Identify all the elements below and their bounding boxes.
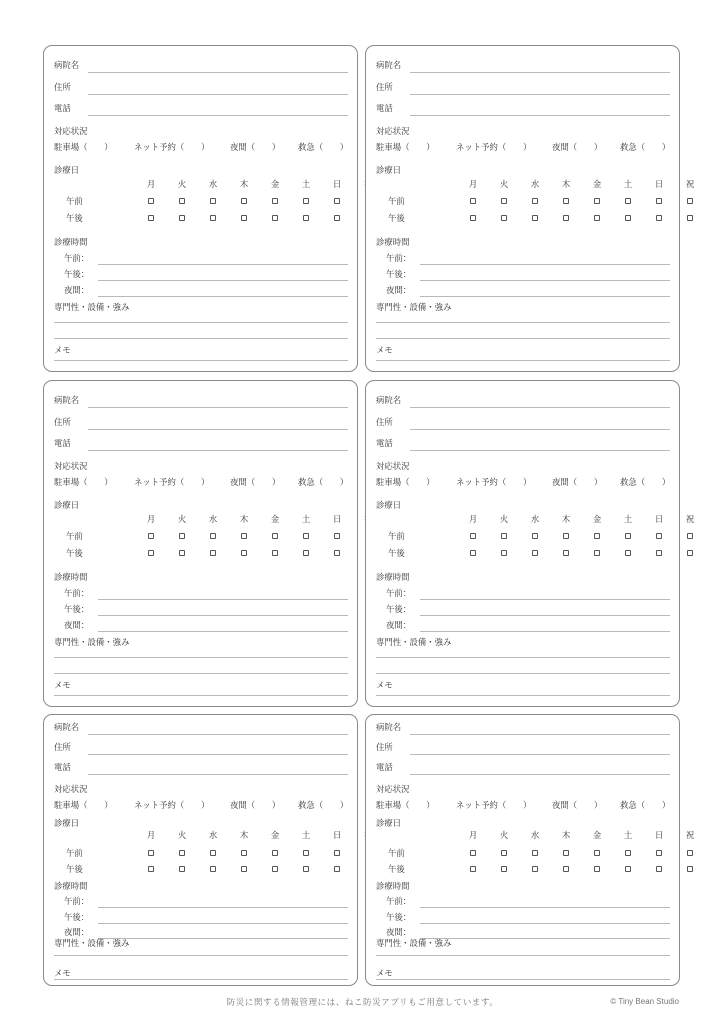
checkbox-pm-7[interactable] [334, 215, 340, 221]
hours-pm-label: 午後： [386, 604, 412, 614]
parking-option: 駐車場（ ） [54, 477, 113, 487]
address-line[interactable] [88, 429, 348, 430]
checkbox-pm-3[interactable] [532, 550, 538, 556]
night-option: 夜間（ ） [552, 477, 603, 487]
checkbox-pm-3[interactable] [210, 550, 216, 556]
hospital-name-label: 病院名 [376, 395, 402, 405]
hours-am-line[interactable] [98, 907, 348, 908]
hospital-name-line[interactable] [410, 72, 670, 73]
day-header-5: 金 [592, 830, 602, 840]
specialty-line-2[interactable] [54, 338, 348, 339]
hours-am-label: 午前： [386, 896, 412, 906]
pm-row-label: 午後 [388, 213, 405, 223]
checkbox-am-3[interactable] [532, 850, 538, 856]
checkbox-am-1[interactable] [148, 850, 154, 856]
clinic-hours-label: 診療時間 [376, 237, 410, 247]
checkbox-pm-4[interactable] [563, 550, 569, 556]
hospital-name-label: 病院名 [54, 722, 80, 732]
hours-night-line[interactable] [420, 631, 670, 632]
checkbox-am-5[interactable] [594, 533, 600, 539]
phone-line[interactable] [88, 115, 348, 116]
address-label: 住所 [376, 82, 393, 92]
day-header-4: 木 [561, 830, 571, 840]
checkbox-pm-6[interactable] [625, 866, 631, 872]
clinic-card-5 [43, 714, 358, 986]
day-header-3: 水 [530, 179, 540, 189]
checkbox-pm-2[interactable] [179, 866, 185, 872]
day-header-1: 月 [146, 830, 156, 840]
checkbox-am-3[interactable] [210, 198, 216, 204]
hospital-name-line[interactable] [88, 72, 348, 73]
hours-night-label: 夜間： [386, 927, 412, 937]
checkbox-pm-6[interactable] [303, 550, 309, 556]
day-header-4: 木 [239, 179, 249, 189]
emergency-option: 救急（ ） [620, 477, 671, 487]
clinic-card-4 [365, 380, 695, 707]
hospital-name-line[interactable] [88, 734, 348, 735]
phone-line[interactable] [410, 450, 670, 451]
checkbox-am-7[interactable] [334, 850, 340, 856]
specialty-label: 専門性・設備・強み [54, 938, 130, 948]
night-option: 夜間（ ） [230, 142, 281, 152]
checkbox-am-3[interactable] [532, 198, 538, 204]
specialty-line-2[interactable] [376, 338, 670, 339]
address-line[interactable] [88, 754, 348, 755]
support-status-label: 対応状況 [54, 784, 88, 794]
hours-night-label: 夜間： [64, 927, 90, 937]
day-header-5: 金 [270, 830, 280, 840]
hours-am-label: 午前： [64, 588, 90, 598]
day-header-3: 水 [530, 514, 540, 524]
specialty-line[interactable] [54, 955, 348, 956]
checkbox-pm-1[interactable] [148, 215, 154, 221]
day-header-6: 土 [301, 830, 311, 840]
support-status-label: 対応状況 [54, 461, 88, 471]
clinic-hours-label: 診療時間 [376, 881, 410, 891]
hours-night-line[interactable] [420, 296, 670, 297]
checkbox-pm-5[interactable] [594, 215, 600, 221]
hours-am-line[interactable] [420, 264, 670, 265]
clinic-days-label: 診療日 [376, 500, 402, 510]
online-booking-option: ネット予約（ ） [456, 477, 532, 487]
hours-pm-line[interactable] [420, 280, 670, 281]
online-booking-option: ネット予約（ ） [456, 800, 532, 810]
am-row-label: 午前 [66, 196, 83, 206]
checkbox-pm-4[interactable] [241, 215, 247, 221]
checkbox-pm-7[interactable] [334, 550, 340, 556]
checkbox-am-5[interactable] [272, 850, 278, 856]
hours-am-line[interactable] [420, 907, 670, 908]
memo-label: メモ [54, 968, 71, 978]
checkbox-am-8[interactable] [687, 198, 693, 204]
day-header-5: 金 [270, 179, 280, 189]
specialty-line-1[interactable] [54, 657, 348, 658]
checkbox-am-2[interactable] [179, 850, 185, 856]
checkbox-pm-2[interactable] [501, 866, 507, 872]
hours-am-label: 午前： [64, 253, 90, 263]
checkbox-pm-7[interactable] [656, 215, 662, 221]
memo-label: メモ [54, 345, 71, 355]
am-row-label: 午前 [66, 848, 83, 858]
specialty-label: 専門性・設備・強み [376, 302, 452, 312]
checkbox-am-7[interactable] [334, 533, 340, 539]
address-label: 住所 [376, 417, 393, 427]
hospital-name-line[interactable] [410, 407, 670, 408]
address-label: 住所 [54, 82, 71, 92]
checkbox-am-1[interactable] [148, 533, 154, 539]
checkbox-pm-4[interactable] [241, 550, 247, 556]
hours-night-label: 夜間： [64, 620, 90, 630]
parking-option: 駐車場（ ） [54, 800, 113, 810]
checkbox-am-3[interactable] [532, 533, 538, 539]
clinic-days-label: 診療日 [54, 818, 80, 828]
hours-pm-line[interactable] [98, 923, 348, 924]
address-label: 住所 [376, 742, 393, 752]
hospital-name-label: 病院名 [376, 60, 402, 70]
phone-line[interactable] [88, 774, 348, 775]
day-header-5: 金 [592, 179, 602, 189]
checkbox-pm-1[interactable] [470, 550, 476, 556]
specialty-line-1[interactable] [376, 322, 670, 323]
day-header-3: 水 [208, 514, 218, 524]
address-line[interactable] [410, 94, 670, 95]
pm-row-label: 午後 [388, 864, 405, 874]
checkbox-pm-2[interactable] [501, 550, 507, 556]
day-header-4: 木 [239, 514, 249, 524]
hospital-name-line[interactable] [88, 407, 348, 408]
checkbox-pm-1[interactable] [148, 866, 154, 872]
night-option: 夜間（ ） [552, 800, 603, 810]
checkbox-pm-8[interactable] [687, 215, 693, 221]
day-header-6: 土 [623, 514, 633, 524]
day-header-2: 火 [499, 830, 509, 840]
footer-note: 防災に関する情報管理には、ねこ防災アプリもご用意しています。 [226, 998, 499, 1008]
pm-row-label: 午後 [66, 213, 83, 223]
support-status-label: 対応状況 [54, 126, 88, 136]
checkbox-am-8[interactable] [687, 533, 693, 539]
checkbox-am-5[interactable] [594, 850, 600, 856]
memo-line[interactable] [376, 979, 670, 980]
phone-label: 電話 [54, 762, 71, 772]
memo-line[interactable] [54, 695, 348, 696]
checkbox-am-2[interactable] [179, 533, 185, 539]
checkbox-am-7[interactable] [656, 850, 662, 856]
checkbox-am-4[interactable] [563, 533, 569, 539]
address-line[interactable] [88, 94, 348, 95]
phone-label: 電話 [54, 103, 71, 113]
day-header-2: 火 [177, 514, 187, 524]
hours-am-label: 午前： [386, 588, 412, 598]
day-header-7: 日 [332, 179, 342, 189]
hours-night-line[interactable] [98, 631, 348, 632]
clinic-card-1 [43, 45, 358, 372]
emergency-option: 救急（ ） [298, 142, 349, 152]
hours-night-label: 夜間： [64, 285, 90, 295]
specialty-line-2[interactable] [54, 673, 348, 674]
parking-option: 駐車場（ ） [376, 142, 435, 152]
memo-line[interactable] [54, 979, 348, 980]
online-booking-option: ネット予約（ ） [134, 142, 210, 152]
memo-line[interactable] [376, 360, 670, 361]
checkbox-pm-3[interactable] [210, 215, 216, 221]
address-label: 住所 [54, 742, 71, 752]
checkbox-pm-6[interactable] [625, 550, 631, 556]
checkbox-am-5[interactable] [272, 198, 278, 204]
emergency-option: 救急（ ） [620, 142, 671, 152]
memo-label: メモ [376, 968, 393, 978]
am-row-label: 午前 [388, 848, 405, 858]
address-line[interactable] [410, 429, 670, 430]
day-header-4: 木 [239, 830, 249, 840]
pm-row-label: 午後 [66, 548, 83, 558]
specialty-label: 専門性・設備・強み [54, 637, 130, 647]
phone-line[interactable] [410, 115, 670, 116]
specialty-label: 専門性・設備・強み [376, 637, 452, 647]
address-label: 住所 [54, 417, 71, 427]
checkbox-am-4[interactable] [241, 850, 247, 856]
checkbox-am-1[interactable] [470, 850, 476, 856]
night-option: 夜間（ ） [230, 800, 281, 810]
night-option: 夜間（ ） [230, 477, 281, 487]
day-header-4: 木 [561, 179, 571, 189]
checkbox-am-4[interactable] [563, 198, 569, 204]
specialty-line[interactable] [376, 955, 670, 956]
phone-label: 電話 [376, 438, 393, 448]
checkbox-am-2[interactable] [501, 533, 507, 539]
am-row-label: 午前 [388, 196, 405, 206]
checkbox-am-4[interactable] [241, 533, 247, 539]
emergency-option: 救急（ ） [298, 800, 349, 810]
support-status-label: 対応状況 [376, 784, 410, 794]
pm-row-label: 午後 [66, 864, 83, 874]
hours-pm-label: 午後： [386, 912, 412, 922]
checkbox-pm-5[interactable] [272, 215, 278, 221]
day-header-1: 月 [146, 179, 156, 189]
day-header-6: 土 [301, 179, 311, 189]
hospital-name-label: 病院名 [54, 60, 80, 70]
checkbox-am-8[interactable] [687, 850, 693, 856]
support-status-label: 対応状況 [376, 461, 410, 471]
checkbox-pm-2[interactable] [501, 215, 507, 221]
online-booking-option: ネット予約（ ） [134, 477, 210, 487]
checkbox-am-7[interactable] [656, 198, 662, 204]
hours-night-label: 夜間： [386, 285, 412, 295]
checkbox-am-7[interactable] [334, 198, 340, 204]
checkbox-am-1[interactable] [470, 533, 476, 539]
checkbox-pm-5[interactable] [594, 550, 600, 556]
specialty-line-1[interactable] [54, 322, 348, 323]
clinic-card-6 [365, 714, 695, 986]
clinic-days-label: 診療日 [376, 165, 402, 175]
checkbox-pm-1[interactable] [470, 866, 476, 872]
emergency-option: 救急（ ） [298, 477, 349, 487]
pm-row-label: 午後 [388, 548, 405, 558]
day-header-6: 土 [301, 514, 311, 524]
day-header-6: 土 [623, 830, 633, 840]
day-header-3: 水 [208, 179, 218, 189]
checkbox-pm-5[interactable] [272, 866, 278, 872]
checkbox-pm-6[interactable] [625, 215, 631, 221]
parking-option: 駐車場（ ） [376, 477, 435, 487]
night-option: 夜間（ ） [552, 142, 603, 152]
clinic-hours-label: 診療時間 [54, 572, 88, 582]
hours-pm-label: 午後： [386, 269, 412, 279]
checkbox-pm-1[interactable] [470, 215, 476, 221]
checkbox-pm-6[interactable] [303, 866, 309, 872]
hours-pm-label: 午後： [64, 269, 90, 279]
memo-line[interactable] [376, 695, 670, 696]
hours-am-line[interactable] [98, 264, 348, 265]
day-header-5: 金 [592, 514, 602, 524]
memo-label: メモ [54, 680, 71, 690]
checkbox-pm-3[interactable] [532, 866, 538, 872]
checkbox-pm-1[interactable] [148, 550, 154, 556]
checkbox-am-2[interactable] [501, 850, 507, 856]
clinic-days-label: 診療日 [54, 165, 80, 175]
hours-night-line[interactable] [420, 938, 670, 939]
hours-am-line[interactable] [98, 599, 348, 600]
address-line[interactable] [410, 754, 670, 755]
day-header-8: 祝 [685, 830, 695, 840]
hours-am-label: 午前： [64, 896, 90, 906]
day-header-3: 水 [208, 830, 218, 840]
phone-line[interactable] [410, 774, 670, 775]
checkbox-am-6[interactable] [303, 198, 309, 204]
hours-pm-line[interactable] [420, 923, 670, 924]
day-header-3: 水 [530, 830, 540, 840]
checkbox-pm-3[interactable] [532, 215, 538, 221]
clinic-hours-label: 診療時間 [54, 881, 88, 891]
day-header-1: 月 [468, 179, 478, 189]
clinic-card-3 [43, 380, 358, 707]
day-header-2: 火 [177, 830, 187, 840]
parking-option: 駐車場（ ） [376, 800, 435, 810]
checkbox-am-3[interactable] [210, 533, 216, 539]
checkbox-am-2[interactable] [501, 198, 507, 204]
checkbox-am-5[interactable] [594, 198, 600, 204]
clinic-days-label: 診療日 [54, 500, 80, 510]
day-header-6: 土 [623, 179, 633, 189]
day-header-7: 日 [654, 830, 664, 840]
checkbox-am-4[interactable] [241, 198, 247, 204]
checkbox-am-7[interactable] [656, 533, 662, 539]
hours-pm-label: 午後： [64, 912, 90, 922]
day-header-7: 日 [332, 830, 342, 840]
hours-pm-line[interactable] [98, 615, 348, 616]
checkbox-am-6[interactable] [625, 198, 631, 204]
checkbox-am-4[interactable] [563, 850, 569, 856]
hours-night-line[interactable] [98, 296, 348, 297]
specialty-line-2[interactable] [376, 673, 670, 674]
specialty-line-1[interactable] [376, 657, 670, 658]
day-header-5: 金 [270, 514, 280, 524]
checkbox-am-3[interactable] [210, 850, 216, 856]
checkbox-pm-7[interactable] [334, 866, 340, 872]
checkbox-am-6[interactable] [303, 533, 309, 539]
checkbox-pm-5[interactable] [272, 550, 278, 556]
day-header-8: 祝 [685, 514, 695, 524]
hours-pm-line[interactable] [98, 280, 348, 281]
hospital-name-label: 病院名 [376, 722, 402, 732]
hours-pm-label: 午後： [64, 604, 90, 614]
day-header-2: 火 [177, 179, 187, 189]
clinic-card-2 [365, 45, 695, 372]
clinic-hours-label: 診療時間 [54, 237, 88, 247]
phone-label: 電話 [376, 103, 393, 113]
checkbox-pm-8[interactable] [687, 866, 693, 872]
day-header-1: 月 [468, 830, 478, 840]
checkbox-pm-6[interactable] [303, 215, 309, 221]
phone-label: 電話 [376, 762, 393, 772]
checkbox-pm-2[interactable] [179, 215, 185, 221]
memo-label: メモ [376, 680, 393, 690]
clinic-hours-label: 診療時間 [376, 572, 410, 582]
support-status-label: 対応状況 [376, 126, 410, 136]
day-header-7: 日 [332, 514, 342, 524]
day-header-2: 火 [499, 179, 509, 189]
day-header-7: 日 [654, 179, 664, 189]
hours-am-label: 午前： [386, 253, 412, 263]
checkbox-pm-4[interactable] [563, 866, 569, 872]
day-header-2: 火 [499, 514, 509, 524]
copyright: © Tiny Bean Studio [610, 997, 679, 1006]
checkbox-am-6[interactable] [303, 850, 309, 856]
specialty-label: 専門性・設備・強み [54, 302, 130, 312]
checkbox-pm-3[interactable] [210, 866, 216, 872]
day-header-1: 月 [468, 514, 478, 524]
day-header-1: 月 [146, 514, 156, 524]
checkbox-am-1[interactable] [148, 198, 154, 204]
hospital-name-line[interactable] [410, 734, 670, 735]
checkbox-am-2[interactable] [179, 198, 185, 204]
checkbox-pm-4[interactable] [241, 866, 247, 872]
checkbox-am-5[interactable] [272, 533, 278, 539]
checkbox-am-1[interactable] [470, 198, 476, 204]
online-booking-option: ネット予約（ ） [456, 142, 532, 152]
day-header-7: 日 [654, 514, 664, 524]
hours-night-line[interactable] [98, 938, 348, 939]
checkbox-pm-5[interactable] [594, 866, 600, 872]
clinic-days-label: 診療日 [376, 818, 402, 828]
memo-label: メモ [376, 345, 393, 355]
checkbox-pm-4[interactable] [563, 215, 569, 221]
emergency-option: 救急（ ） [620, 800, 671, 810]
online-booking-option: ネット予約（ ） [134, 800, 210, 810]
checkbox-am-6[interactable] [625, 850, 631, 856]
parking-option: 駐車場（ ） [54, 142, 113, 152]
checkbox-pm-7[interactable] [656, 550, 662, 556]
specialty-label: 専門性・設備・強み [376, 938, 452, 948]
hours-night-label: 夜間： [386, 620, 412, 630]
checkbox-am-6[interactable] [625, 533, 631, 539]
checkbox-pm-7[interactable] [656, 866, 662, 872]
hours-pm-line[interactable] [420, 615, 670, 616]
am-row-label: 午前 [388, 531, 405, 541]
day-header-4: 木 [561, 514, 571, 524]
checkbox-pm-8[interactable] [687, 550, 693, 556]
day-header-8: 祝 [685, 179, 695, 189]
memo-line[interactable] [54, 360, 348, 361]
checkbox-pm-2[interactable] [179, 550, 185, 556]
phone-label: 電話 [54, 438, 71, 448]
am-row-label: 午前 [66, 531, 83, 541]
hours-am-line[interactable] [420, 599, 670, 600]
hospital-name-label: 病院名 [54, 395, 80, 405]
phone-line[interactable] [88, 450, 348, 451]
